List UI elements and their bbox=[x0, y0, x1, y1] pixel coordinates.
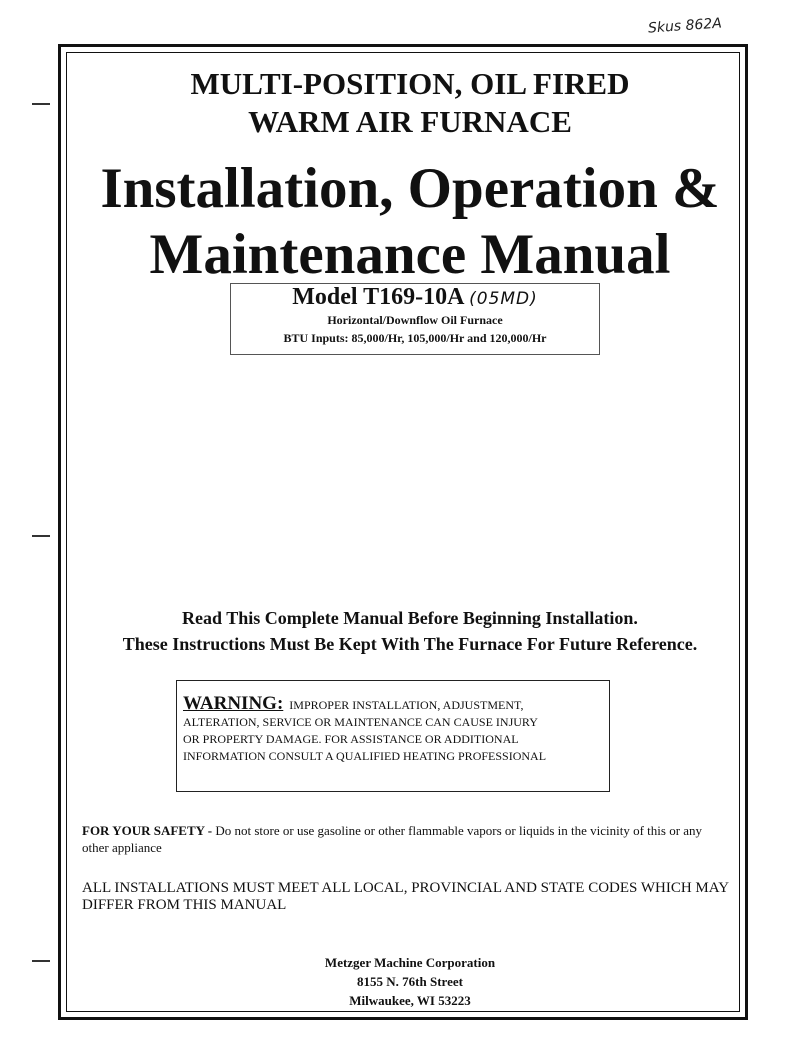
model-line bbox=[231, 284, 599, 311]
warning-box bbox=[176, 680, 610, 792]
company-name: Metzger Machine Corporation bbox=[324, 955, 496, 970]
safety-label: FOR YOUR SAFETY - bbox=[82, 823, 213, 838]
title-line-1: MULTI-POSITION, OIL FIRED bbox=[190, 66, 630, 101]
warning-line-3: OR PROPERTY DAMAGE. FOR ASSISTANCE OR ADDITIONAL bbox=[183, 732, 519, 746]
heading-line-1: Installation, Operation & bbox=[100, 157, 720, 220]
margin-mark bbox=[32, 960, 50, 962]
model-label: Model T169-10A bbox=[292, 284, 464, 310]
model-btu-inputs: BTU Inputs: 85,000/Hr, 105,000/Hr and 120,000/Hr bbox=[283, 331, 547, 345]
model-description: Horizontal/Downflow Oil Furnace bbox=[327, 313, 503, 327]
model-info-box bbox=[230, 283, 600, 355]
company-city: Milwaukee, WI 53223 bbox=[349, 993, 471, 1008]
handwritten-corner-note: Skus 862A bbox=[647, 15, 723, 37]
notice-line-2: These Instructions Must Be Kept With The Furnace For Future Reference. bbox=[122, 634, 698, 654]
warning-line-4: INFORMATION CONSULT A QUALIFIED HEATING PROFESSIONAL bbox=[183, 749, 547, 763]
margin-mark bbox=[32, 535, 50, 537]
heading-line-2: Maintenance Manual bbox=[149, 223, 671, 286]
warning-line-1: IMPROPER INSTALLATION, ADJUSTMENT, bbox=[289, 698, 524, 712]
codes-notice: ALL INSTALLATIONS MUST MEET ALL LOCAL, PROVINCIAL AND STATE CODES WHICH MAY DIFFER FROM THIS MANUAL bbox=[82, 880, 729, 913]
warning-label: WARNING: bbox=[183, 693, 284, 714]
notice-line-1: Read This Complete Manual Before Beginning Installation. bbox=[182, 608, 638, 628]
safety-text: Do not store or use gasoline or other flammable vapors or liquids in the vicinity of this or any other appliance bbox=[82, 823, 703, 855]
model-handwritten-note: (05MD) bbox=[469, 289, 538, 309]
margin-mark bbox=[32, 103, 50, 105]
title-line-2: WARM AIR FURNACE bbox=[248, 104, 572, 139]
company-street: 8155 N. 76th Street bbox=[357, 974, 463, 989]
warning-line-2: ALTERATION, SERVICE OR MAINTENANCE CAN CAUSE INJURY bbox=[183, 715, 538, 729]
safety-notice bbox=[82, 822, 732, 856]
